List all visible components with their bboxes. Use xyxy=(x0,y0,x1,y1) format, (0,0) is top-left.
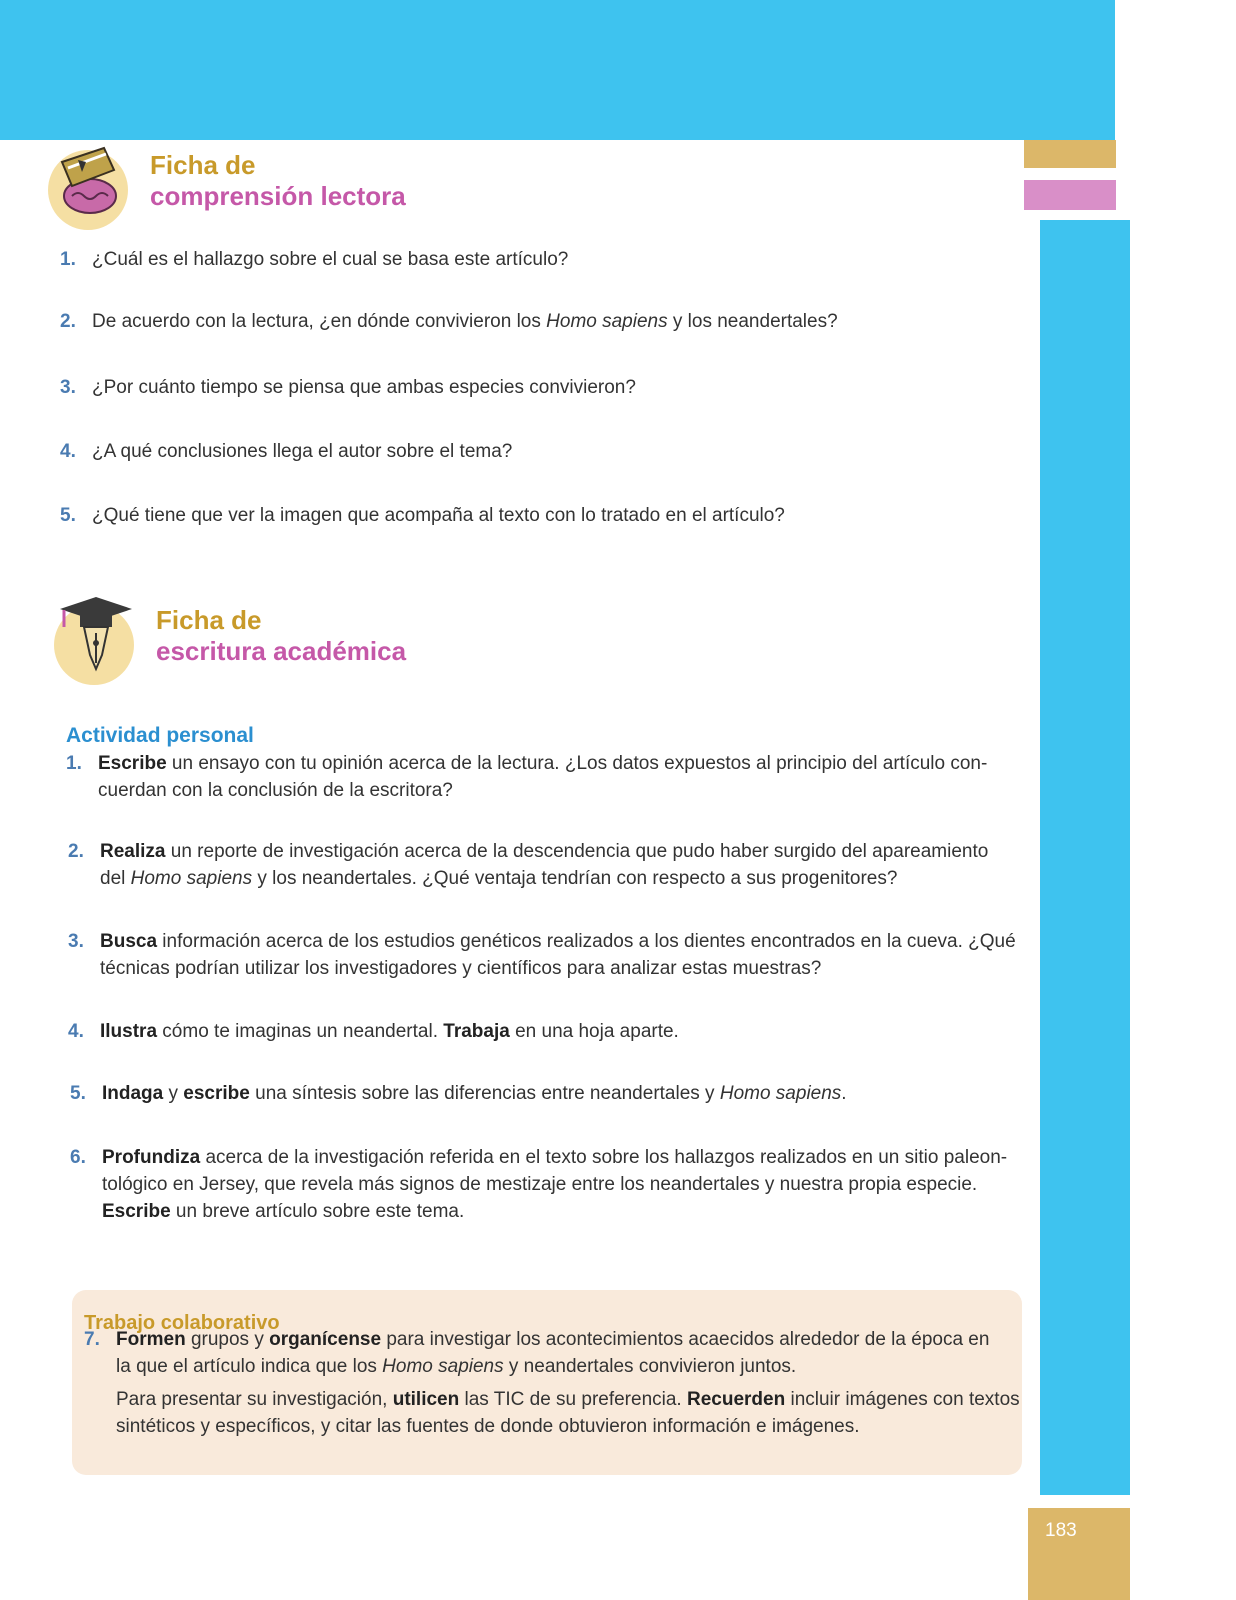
pink-tab xyxy=(1024,180,1116,210)
question-number: 1. xyxy=(60,249,76,270)
question-text: ¿Por cuánto tiempo se piensa que ambas especies convivieron? xyxy=(92,377,636,398)
brain-book-icon xyxy=(48,150,128,230)
graduation-cap-pen-icon xyxy=(54,605,134,685)
page-number-box xyxy=(1028,1508,1130,1600)
comprension-header xyxy=(48,150,406,230)
comprension-title xyxy=(150,150,406,212)
trabajo-colaborativo-title: Trabajo colaborativo xyxy=(84,1312,280,1334)
item-number: 6. xyxy=(70,1147,86,1168)
question-text: ¿Cuál es el hallazgo sobre el cual se basa este artículo? xyxy=(92,249,569,270)
escritura-header xyxy=(54,605,406,685)
page-number: 183 xyxy=(1045,1520,1077,1541)
item-number: 4. xyxy=(68,1021,84,1042)
question-number: 3. xyxy=(60,377,76,398)
comprension-title-line1: Ficha de xyxy=(150,150,256,180)
question-text: ¿A qué conclusiones llega el autor sobre el tema? xyxy=(92,441,513,462)
escritura-title-line2: escritura académica xyxy=(156,636,407,666)
escritura-title-line1: Ficha de xyxy=(156,605,262,635)
item-number: 3. xyxy=(68,931,84,952)
question-number: 4. xyxy=(60,441,76,462)
escritura-title xyxy=(156,605,406,667)
question-text: ¿Qué tiene que ver la imagen que acompaña al texto con lo tratado en el artículo? xyxy=(92,505,785,526)
gold-tab xyxy=(1024,140,1116,168)
item-number: 2. xyxy=(68,841,84,862)
item-number: 1. xyxy=(66,753,82,774)
item-text: Indaga y escribe una síntesis sobre las diferencias entre neandertales y Homo sapiens. xyxy=(102,1083,847,1104)
item-text: Escribe un ensayo con tu opinión acerca de la lectura. ¿Los datos expuestos al principio del artículo con- cuerdan con la conclusión de la escritora? xyxy=(98,753,988,801)
top-color-band xyxy=(0,0,1115,140)
item-text: Ilustra cómo te imaginas un neandertal. Trabaja en una hoja aparte. xyxy=(100,1021,679,1042)
question-number: 2. xyxy=(60,311,76,332)
item-text: Realiza un reporte de investigación acerca de la descendencia que pudo haber surgido del apareamiento del Homo sapiens y los neandertales. ¿Qué ventaja tendrían con respecto a sus progenitores? xyxy=(100,841,989,889)
item-text: Formen grupos y organícense para investigar los acontecimientos acaecidos alrededor de la época en la que el artículo indica que los Homo sapiens y neandertales convivieron juntos. Para presentar su investigación, utilicen las TIC de su preferencia. Recuerden incluir imágenes con textos sintéticos y específicos, y citar las fuentes de donde obtuvieron información e imágenes. xyxy=(116,1329,1020,1437)
actividad-personal-heading: Actividad personal xyxy=(66,724,254,747)
question-text: De acuerdo con la lectura, ¿en dónde convivieron los Homo sapiens y los neandertales? xyxy=(92,311,838,332)
side-color-strip xyxy=(1040,220,1130,1495)
question-number: 5. xyxy=(60,505,76,526)
item-text: Busca información acerca de los estudios genéticos realizados a los dientes encontrados en la cueva. ¿Qué técnicas podrían utilizar los investigadores y científicos para analizar estas muestras? xyxy=(100,931,1016,979)
item-number: 5. xyxy=(70,1083,86,1104)
comprension-title-line2: comprensión lectora xyxy=(150,181,406,211)
item-number: 7. xyxy=(84,1329,100,1350)
item-text: Profundiza acerca de la investigación referida en el texto sobre los hallazgos realizados en un sitio paleon- tológico en Jersey, que revela más signos de mestizaje entre los neandertales y nuestra propia especie. Escribe un breve artículo sobre este tema. xyxy=(102,1147,1008,1222)
